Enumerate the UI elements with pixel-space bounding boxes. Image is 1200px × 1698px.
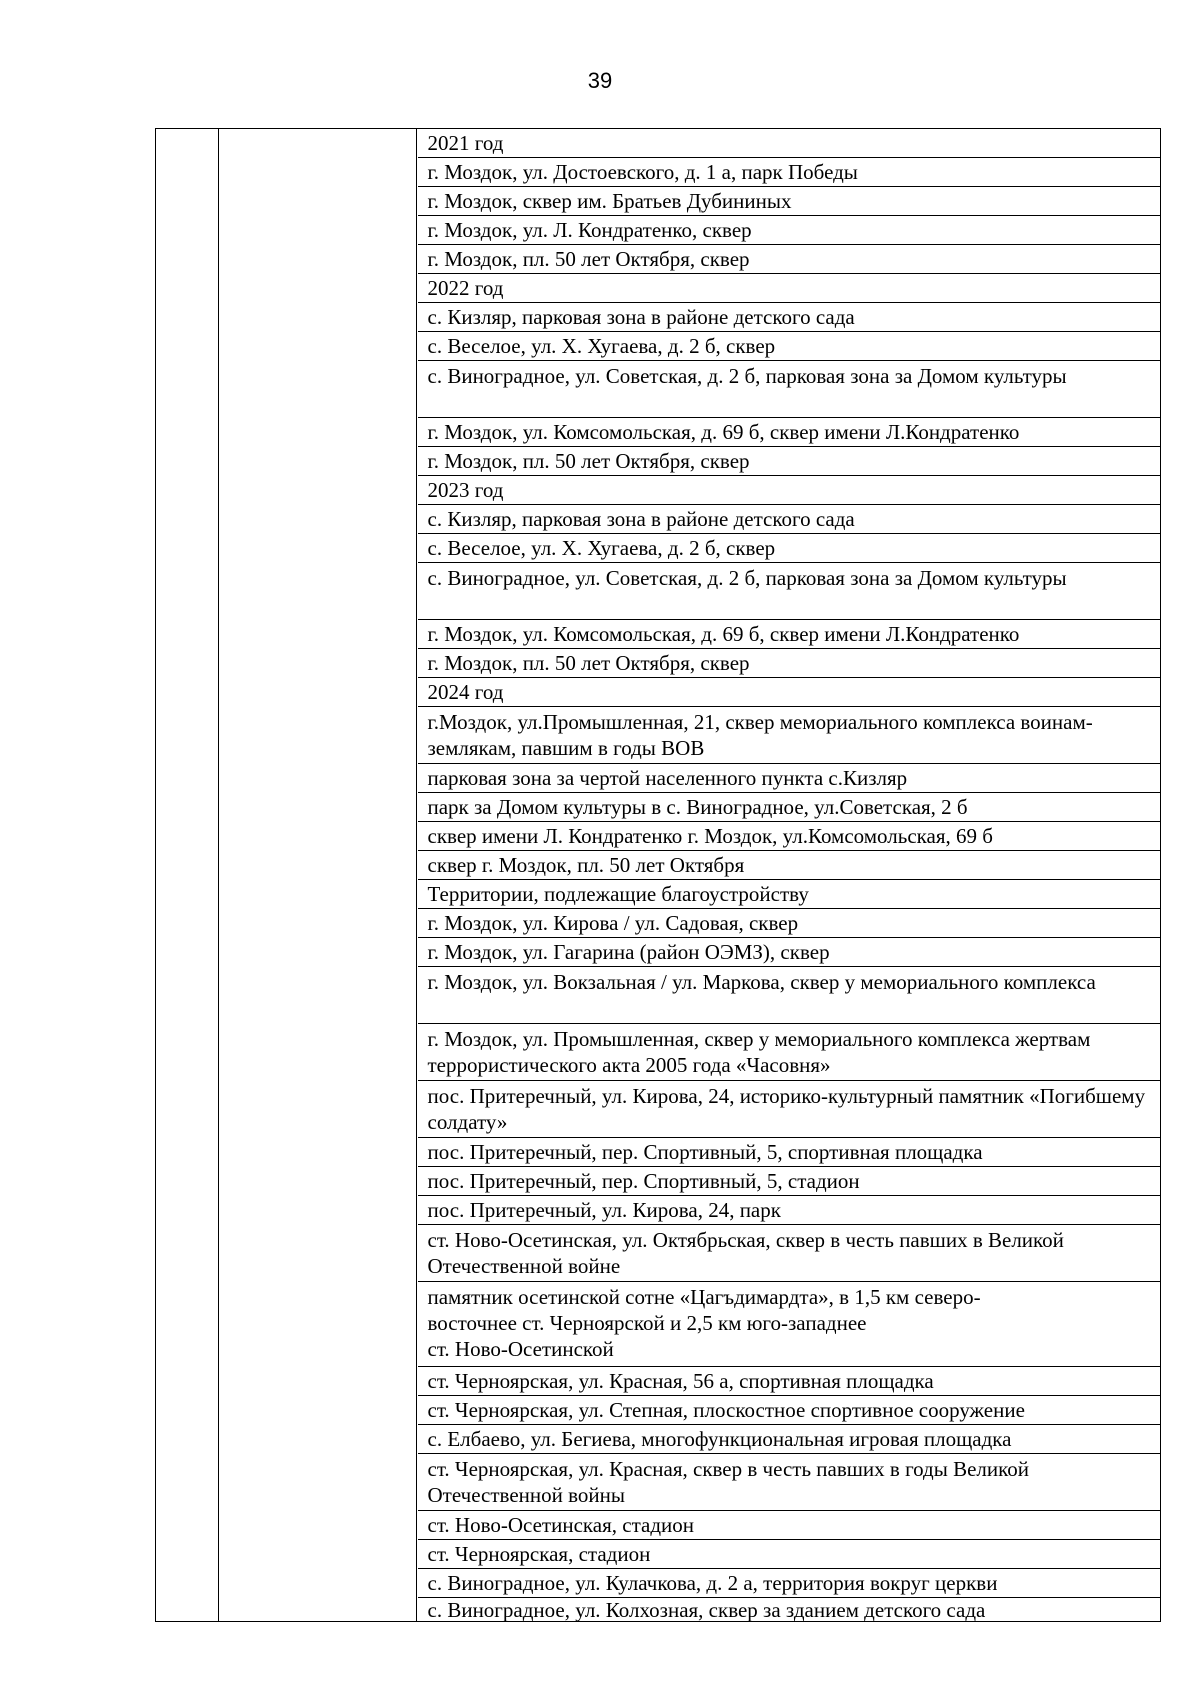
table-row: пос. Притеречный, пер. Спортивный, 5, стадион xyxy=(418,1167,1161,1196)
table-row: с. Виноградное, ул. Кулачкова, д. 2 а, территория вокруг церкви xyxy=(418,1569,1161,1598)
table-row: 2022 год xyxy=(418,274,1161,303)
table-row: 2024 год xyxy=(418,678,1161,707)
table-row: сквер г. Моздок, пл. 50 лет Октября xyxy=(418,851,1161,880)
table-row: пос. Притеречный, ул. Кирова, 24, историко-культурный памятник «Погибшему солдату» xyxy=(418,1081,1161,1138)
table-row: г. Моздок, пл. 50 лет Октября, сквер xyxy=(418,649,1161,678)
table-row: ст. Черноярская, ул. Степная, плоскостное спортивное сооружение xyxy=(418,1396,1161,1425)
table-row: г. Моздок, ул. Комсомольская, д. 69 б, сквер имени Л.Кондратенко xyxy=(418,418,1161,447)
table-row: с. Веселое, ул. Х. Хугаева, д. 2 б, сквер xyxy=(418,332,1161,361)
territory-table xyxy=(155,128,1161,1622)
table-row: г. Моздок, ул. Гагарина (район ОЭМЗ), сквер xyxy=(418,938,1161,967)
table-row: г. Моздок, ул. Комсомольская, д. 69 б, сквер имени Л.Кондратенко xyxy=(418,620,1161,649)
table-row: ст. Черноярская, ул. Красная, сквер в честь павших в годы Великой Отечественной войны xyxy=(418,1454,1161,1511)
table-row: г. Моздок, ул. Достоевского, д. 1 а, парк Победы xyxy=(418,158,1161,187)
row-line: ст. Ново-Осетинской xyxy=(427,1337,614,1361)
table-row: ст. Черноярская, стадион xyxy=(418,1540,1161,1569)
table-row: с. Виноградное, ул. Колхозная, сквер за зданием детского сада xyxy=(427,1598,986,1621)
table-row: 2023 год xyxy=(418,476,1161,505)
table-row xyxy=(418,1282,1161,1367)
row-line: восточнее ст. Черноярской и 2,5 км юго-западнее xyxy=(427,1311,867,1335)
table-row: парк за Домом культуры в с. Виноградное, ул.Советская, 2 б xyxy=(418,793,1161,822)
table-row: с. Елбаево, ул. Бегиева, многофункциональная игровая площадка xyxy=(418,1425,1161,1454)
table-row: г. Моздок, пл. 50 лет Октября, сквер xyxy=(418,447,1161,476)
table-row: г. Моздок, сквер им. Братьев Дубининых xyxy=(418,187,1161,216)
table-row: с. Веселое, ул. Х. Хугаева, д. 2 б, сквер xyxy=(418,534,1161,563)
table-row: с. Виноградное, ул. Советская, д. 2 б, парковая зона за Домом культуры xyxy=(418,563,1161,620)
row-cell-text xyxy=(428,1284,981,1362)
column-divider-1 xyxy=(218,129,219,1621)
table-row: г. Моздок, ул. Л. Кондратенко, сквер xyxy=(418,216,1161,245)
table-rows xyxy=(418,129,1161,1621)
table-row: ст. Ново-Осетинская, стадион xyxy=(418,1511,1161,1540)
table-row: г. Моздок, ул. Вокзальная / ул. Маркова, сквер у мемориального комплекса xyxy=(418,967,1161,1024)
table-row: г.Моздок, ул.Промышленная, 21, сквер мемориального комплекса воинам-землякам, павшим в годы ВОВ xyxy=(418,707,1161,764)
table-row: сквер имени Л. Кондратенко г. Моздок, ул.Комсомольская, 69 б xyxy=(418,822,1161,851)
table-row: с. Кизляр, парковая зона в районе детского сада xyxy=(418,505,1161,534)
table-row: пос. Притеречный, пер. Спортивный, 5, спортивная площадка xyxy=(418,1138,1161,1167)
table-row: пос. Притеречный, ул. Кирова, 24, парк xyxy=(418,1196,1161,1225)
row-line: памятник осетинской сотне «Цагъдимардта», в 1,5 км северо- xyxy=(427,1285,981,1309)
table-row: г. Моздок, ул. Кирова / ул. Садовая, сквер xyxy=(418,909,1161,938)
table-row: парковая зона за чертой населенного пункта с.Кизляр xyxy=(418,764,1161,793)
table-row: г. Моздок, ул. Промышленная, сквер у мемориального комплекса жертвам террористического акта 2005 года «Часовня» xyxy=(418,1024,1161,1081)
table-row: с. Виноградное, ул. Советская, д. 2 б, парковая зона за Домом культуры xyxy=(418,361,1161,418)
table-row: Территории, подлежащие благоустройству xyxy=(418,880,1161,909)
table-row: ст. Ново-Осетинская, ул. Октябрьская, сквер в честь павших в Великой Отечественной войне xyxy=(418,1225,1161,1282)
table-row: с. Кизляр, парковая зона в районе детского сада xyxy=(418,303,1161,332)
table-row: 2021 год xyxy=(418,129,1161,158)
table-row: г. Моздок, пл. 50 лет Октября, сквер xyxy=(418,245,1161,274)
page-number: 39 xyxy=(587,68,613,93)
table-row: ст. Черноярская, ул. Красная, 56 а, спортивная площадка xyxy=(418,1367,1161,1396)
